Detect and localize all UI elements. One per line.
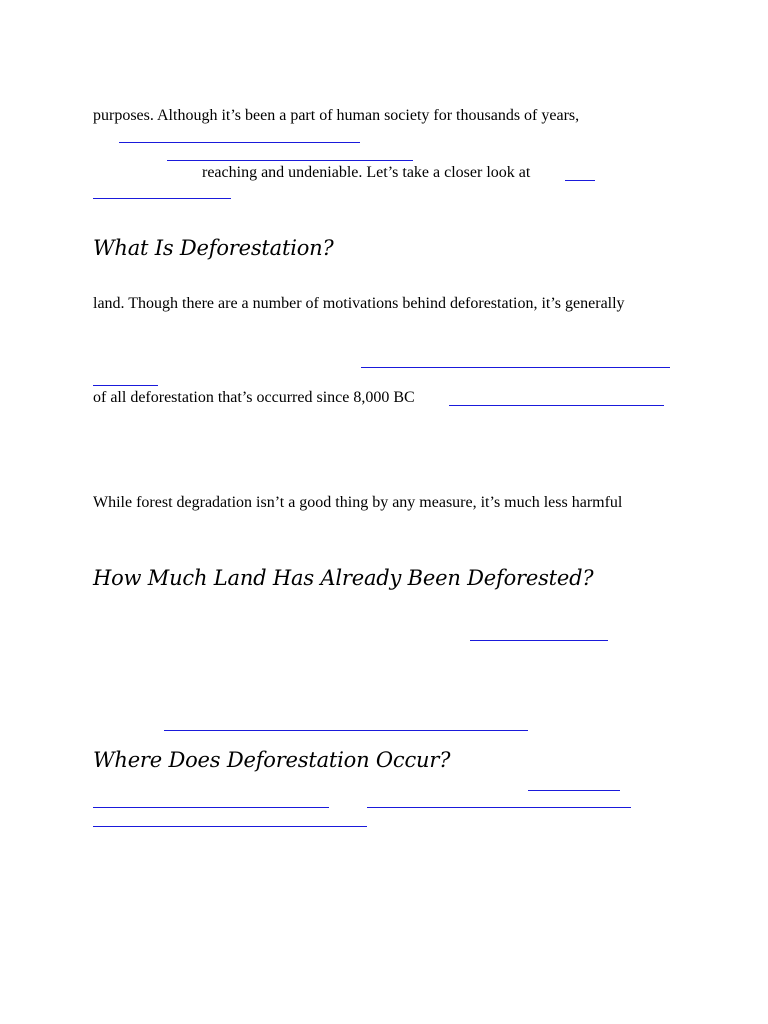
hyperlink[interactable] — [367, 807, 631, 808]
paragraph-text: While forest degradation isn’t a good thing by any measure, it’s much less harmful — [93, 494, 623, 511]
hyperlink[interactable] — [93, 826, 367, 827]
section-heading-where-deforestation-occurs: Where Does Deforestation Occur? — [93, 748, 451, 772]
hyperlink[interactable] — [93, 198, 231, 199]
hyperlink[interactable] — [164, 730, 528, 731]
hyperlink[interactable] — [119, 142, 360, 143]
hyperlink[interactable] — [167, 160, 413, 161]
hyperlink[interactable] — [565, 180, 595, 181]
hyperlink[interactable] — [93, 385, 158, 386]
section-heading-what-is-deforestation: What Is Deforestation? — [93, 236, 334, 260]
paragraph-text: purposes. Although it’s been a part of human society for thousands of years, — [93, 107, 580, 124]
hyperlink[interactable] — [470, 640, 608, 641]
section-heading-how-much-land: How Much Land Has Already Been Deforested? — [93, 566, 594, 590]
hyperlink[interactable] — [528, 790, 620, 791]
hyperlink[interactable] — [93, 807, 329, 808]
paragraph-text: reaching and undeniable. Let’s take a closer look at — [202, 164, 531, 181]
hyperlink[interactable] — [449, 405, 664, 406]
hyperlink[interactable] — [361, 367, 670, 368]
paragraph-text: land. Though there are a number of motivations behind deforestation, it’s generally — [93, 295, 625, 312]
paragraph-text: of all deforestation that’s occurred since 8,000 BC — [93, 389, 415, 406]
